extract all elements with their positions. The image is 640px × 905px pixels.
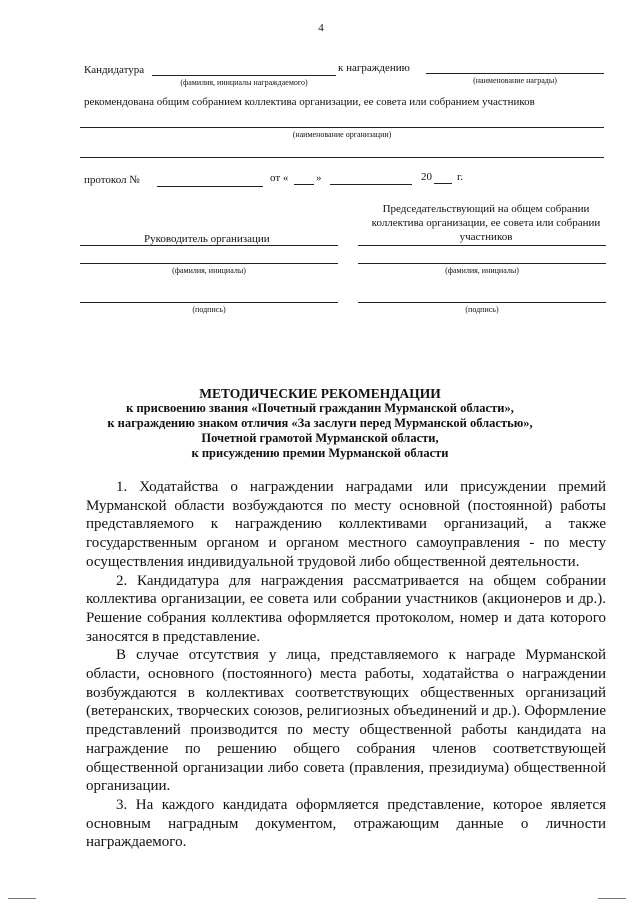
protocol-number-line — [157, 186, 263, 187]
corner-mark-left — [8, 898, 36, 899]
year-suffix: г. — [457, 171, 464, 183]
chair-label: Председательствующий на общем собрании коллектива организации, ее совета или собрании участников — [371, 203, 601, 243]
name-line-right — [358, 263, 606, 264]
award-caption: (наименование награды) — [473, 76, 557, 85]
head-underline — [80, 245, 338, 246]
org-line-2 — [80, 157, 604, 158]
sign-caption-left: (подпись) — [192, 305, 226, 314]
name-caption-right: (фамилия, инициалы) — [445, 266, 519, 275]
org-caption: (наименование организации) — [292, 130, 392, 139]
chair-underline — [358, 245, 606, 246]
quote-close: » — [316, 172, 322, 184]
protocol-label: протокол № — [84, 174, 140, 186]
heading-title: МЕТОДИЧЕСКИЕ РЕКОМЕНДАЦИИ — [199, 386, 441, 401]
for-award-label: к награждению — [338, 62, 410, 74]
from-label: от « — [270, 172, 289, 184]
corner-mark-right — [598, 898, 626, 899]
sign-caption-right: (подпись) — [465, 305, 499, 314]
name-line-left — [80, 263, 338, 264]
org-line-1 — [80, 127, 604, 128]
year-line — [434, 183, 452, 184]
document-heading — [0, 386, 640, 461]
heading-line-2: к присвоению звания «Почетный гражданин Мурманской области», — [126, 401, 514, 415]
candidacy-caption: (фамилия, инициалы награждаемого) — [180, 78, 308, 87]
year-prefix: 20 — [421, 171, 432, 183]
award-line — [426, 73, 604, 74]
sign-line-right — [358, 302, 606, 303]
day-line — [294, 184, 314, 185]
candidacy-label: Кандидатура — [84, 64, 145, 76]
head-label: Руководитель организации — [144, 233, 270, 245]
heading-line-3: к награждению знаком отличия «За заслуги перед Мурманской областью», — [107, 416, 533, 430]
month-line — [330, 184, 412, 185]
heading-line-5: к присуждению премии Мурманской области — [191, 446, 449, 460]
recommended-text: рекомендована общим собранием коллектива организации, ее совета или собранием участников — [84, 96, 535, 108]
body-text — [86, 478, 606, 852]
candidacy-line — [152, 75, 336, 76]
heading-line-4: Почетной грамотой Мурманской области, — [201, 431, 439, 445]
name-caption-left: (фамилия, инициалы) — [172, 266, 246, 275]
sign-line-left — [80, 302, 338, 303]
paragraph-3: В случае отсутствия у лица, представляемого к награде Мурманской области, основного (постоянного) места работы, ходатайства о награждении возбуждаются в коллективах соответствующих общественных организаций (ветеранских, творческих союзов, религиозных объединений и др.). Оформление представлений производится по месту общественной работы кандидата на награждение по решению общего собрания членов соответствующей общественной организации либо совета (правления, президиума) общественной организации. — [86, 647, 606, 795]
page-number: 4 — [318, 22, 324, 34]
paragraph-4: 3. На каждого кандидата оформляется представление, которое является основным наградным документом, отражающим данные о личности награждаемого. — [86, 796, 606, 851]
paragraph-2: 2. Кандидатура для награждения рассматривается на общем собрании коллектива организации, ее совета или собрании участников (акционеров и др.). Решение собрания коллектива оформляется протоколом, номер и дата которого заносятся в представление. — [86, 572, 606, 645]
paragraph-1: 1. Ходатайства о награждении наградами или присуждении премий Мурманской области возбуждаются по месту основной (постоянной) работы представляемого к награждению коллективами организаций, а также государственным органом и органом местного самоуправления - по месту осуществления индивидуальной трудовой либо общественной деятельности. — [86, 479, 606, 570]
